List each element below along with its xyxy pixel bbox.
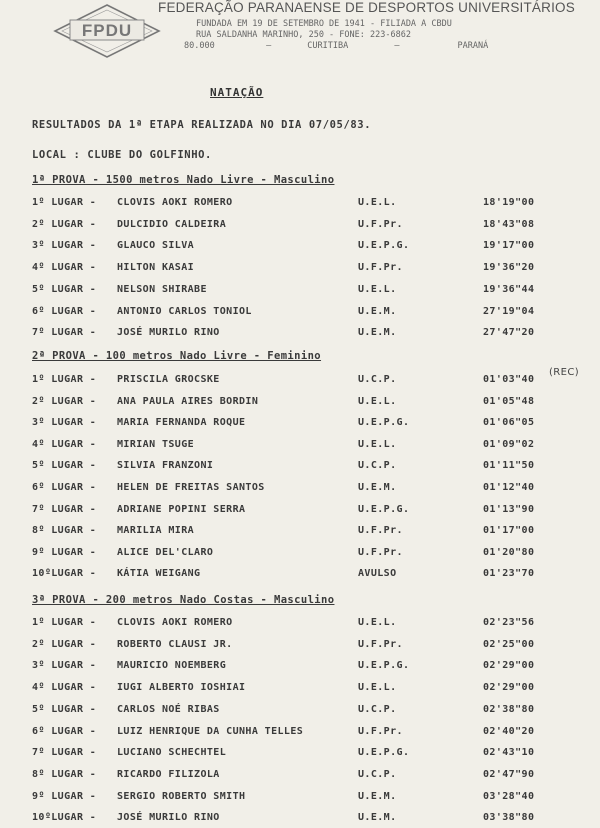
result-row [32,439,592,453]
athlete-name: JOSÉ MURILO RINO [117,812,220,824]
place: 6º LUGAR - [32,305,97,317]
result-row [32,197,592,211]
place: 8º LUGAR - [32,525,97,537]
place: 6º LUGAR - [32,725,97,737]
place: 9º LUGAR - [32,546,97,558]
club: U.E.M. [358,327,397,339]
athlete-name: RICARDO FILIZOLA [117,768,220,780]
founding-line: FUNDADA EM 19 DE SETEMBRO DE 1941 - FILIADA A CBDU [196,19,452,29]
club: U.E.L. [358,197,397,208]
place: 4º LUGAR - [32,682,97,694]
result-row [32,525,592,539]
club: U.E.P.G. [358,417,410,429]
place: 10ºLUGAR - [32,812,97,824]
club: U.E.L. [358,395,397,407]
club: U.C.P. [358,460,397,472]
time: 19'36"44 [483,283,535,295]
result-row [32,460,592,474]
result-row [32,219,592,233]
result-row [32,726,592,740]
club: U.C.P. [358,703,397,715]
time: 01'03"40 [483,374,535,385]
result-row [32,240,592,254]
athlete-name: LUCIANO SCHECHTEL [117,747,227,759]
club: U.F.Pr. [358,218,403,230]
time: 02'38"80 [483,703,535,715]
result-row [32,367,592,388]
time: 27'19"04 [483,305,535,317]
club: U.F.Pr. [358,546,403,558]
club: U.F.Pr. [358,725,403,737]
place: 3º LUGAR - [32,417,97,429]
event-heading: 3ª PROVA - 200 metros Nado Costas - Masculino [32,594,335,606]
place: 4º LUGAR - [32,438,97,450]
athlete-name: ANTONIO CARLOS TONIOL [117,305,252,317]
time: 01'13"90 [483,503,535,515]
result-row [32,568,592,582]
time: 01'06"05 [483,417,535,429]
time: 03'38"80 [483,812,535,824]
result-row [32,284,592,298]
result-row [32,639,592,653]
club: U.E.P.G. [358,660,410,672]
time: 02'25"00 [483,638,535,650]
result-row [32,812,592,826]
club: U.E.L. [358,617,397,628]
place: 1º LUGAR - [32,197,97,208]
club: U.E.P.G. [358,503,410,515]
athlete-name: HELEN DE FREITAS SANTOS [117,482,265,493]
club: U.F.Pr. [358,525,403,537]
place: 7º LUGAR - [32,327,97,339]
place: 1º LUGAR - [32,374,97,385]
place: 5º LUGAR - [32,703,97,715]
time: 03'28"40 [483,790,535,802]
time: 02'40"20 [483,725,535,737]
athlete-name: IUGI ALBERTO IOSHIAI [117,682,246,694]
result-row [32,769,592,783]
athlete-name: MAURICIO NOEMBERG [117,660,227,672]
place: 4º LUGAR - [32,262,97,274]
club: U.E.P.G. [358,747,410,759]
place: 2º LUGAR - [32,218,97,230]
place: 5º LUGAR - [32,460,97,472]
club: U.E.M. [358,812,397,824]
result-row [32,617,592,631]
time: 19'17"00 [483,240,535,252]
place: 6º LUGAR - [32,482,97,493]
time: 19'36"20 [483,262,535,274]
time: 18'19"00 [483,197,535,208]
time: 02'23"56 [483,617,535,628]
athlete-name: ALICE DEL'CLARO [117,546,214,558]
time: 01'09"02 [483,438,535,450]
separator: — [266,41,272,51]
club: U.C.P. [358,768,397,780]
athlete-name: JOSÉ MURILO RINO [117,327,220,339]
athlete-name: ANA PAULA AIRES BORDIN [117,395,259,407]
result-row [32,417,592,431]
time: 27'47"20 [483,327,535,339]
result-row [32,704,592,718]
record-note: (REC) [549,367,580,378]
time: 01'05"48 [483,395,535,407]
time: 02'29"00 [483,682,535,694]
result-row [32,327,592,341]
athlete-name: CLOVIS AOKI ROMERO [117,617,233,628]
time: 01'23"70 [483,568,535,580]
svg-text:FPDU: FPDU [81,21,133,40]
place: 9º LUGAR - [32,790,97,802]
athlete-name: MIRIAN TSUGE [117,438,195,450]
document-title: NATAÇÃO [210,86,264,99]
club: AVULSO [358,568,397,580]
place: 7º LUGAR - [32,747,97,759]
place: 5º LUGAR - [32,283,97,295]
time: 02'43"10 [483,747,535,759]
result-row [32,791,592,805]
time: 02'29"00 [483,660,535,672]
time: 01'11"50 [483,460,535,472]
result-row [32,262,592,276]
place: 3º LUGAR - [32,660,97,672]
place: 7º LUGAR - [32,503,97,515]
org-name: FEDERAÇÃO PARANAENSE DE DESPORTOS UNIVERSITÁRIOS [158,0,575,15]
athlete-name: CLOVIS AOKI ROMERO [117,197,233,208]
time: 02'47"90 [483,768,535,780]
result-row [32,660,592,674]
city-line [184,41,488,51]
city: CURITIBA [307,41,349,51]
club: U.F.Pr. [358,638,403,650]
result-row [32,396,592,410]
athlete-name: KÁTIA WEIGANG [117,568,201,580]
place: 10ºLUGAR - [32,568,97,580]
club: U.C.P. [358,374,397,385]
place: 3º LUGAR - [32,240,97,252]
athlete-name: MARIA FERNANDA ROQUE [117,417,246,429]
time: 01'12"40 [483,482,535,493]
result-row [32,482,592,496]
address-line: RUA SALDANHA MARINHO, 250 - FONE: 223-6862 [196,30,411,40]
fpdu-logo [52,2,162,60]
athlete-name: GLAUCO SILVA [117,240,195,252]
event-heading: 2ª PROVA - 100 metros Nado Livre - Feminino [32,350,322,362]
athlete-name: CARLOS NOÉ RIBAS [117,703,220,715]
separator: — [394,41,400,51]
event-location: LOCAL : CLUBE DO GOLFINHO. [32,149,212,161]
athlete-name: MARILIA MIRA [117,525,195,537]
club: U.E.M. [358,482,397,493]
cep: 80.000 [184,41,215,51]
result-row [32,682,592,696]
place: 8º LUGAR - [32,768,97,780]
club: U.E.P.G. [358,240,410,252]
club: U.F.Pr. [358,262,403,274]
club: U.E.L. [358,682,397,694]
athlete-name: HILTON KASAI [117,262,195,274]
place: 1º LUGAR - [32,617,97,628]
place: 2º LUGAR - [32,395,97,407]
athlete-name: PRISCILA GROCSKE [117,374,220,385]
result-row [32,747,592,761]
club: U.E.L. [358,438,397,450]
time: 18'43"08 [483,218,535,230]
athlete-name: SILVIA FRANZONI [117,460,214,472]
club: U.E.M. [358,790,397,802]
club: U.E.L. [358,283,397,295]
place: 2º LUGAR - [32,638,97,650]
athlete-name: DULCIDIO CALDEIRA [117,218,227,230]
result-row [32,306,592,320]
state: PARANÁ [457,41,489,51]
time: 01'20"80 [483,546,535,558]
athlete-name: NELSON SHIRABE [117,283,207,295]
athlete-name: LUIZ HENRIQUE DA CUNHA TELLES [117,725,304,737]
result-row [32,504,592,518]
athlete-name: ROBERTO CLAUSI JR. [117,638,233,650]
document-subtitle: RESULTADOS DA 1ª ETAPA REALIZADA NO DIA 07/05/83. [32,119,372,131]
time: 01'17"00 [483,525,535,537]
event-heading: 1ª PROVA - 1500 metros Nado Livre - Masculino [32,174,335,186]
athlete-name: SERGIO ROBERTO SMITH [117,790,246,802]
athlete-name: ADRIANE POPINI SERRA [117,503,246,515]
club: U.E.M. [358,305,397,317]
result-row [32,547,592,561]
